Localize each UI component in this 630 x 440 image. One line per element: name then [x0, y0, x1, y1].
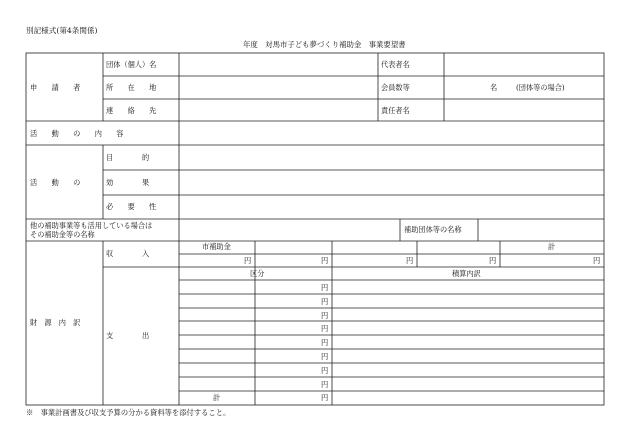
yen-unit: 円	[321, 380, 329, 389]
yen-unit: 円	[321, 311, 329, 320]
address-label: 所 在 地	[106, 83, 157, 92]
category-header: 区分	[250, 269, 265, 278]
activity-content-label: 活 動 の 内 容	[30, 129, 124, 138]
other-subsidy-label-line2: その補助金等の名称	[30, 230, 95, 239]
other-subsidy-label-line1: 他の補助事業等も活用している場合は	[30, 221, 153, 230]
activity-section-label: 活 動 の	[30, 178, 81, 187]
page-title: 年度 対馬市子ども夢づくり補助金 事業要望書	[243, 40, 406, 49]
yen-unit: 円	[321, 338, 329, 347]
effect-label: 効 果	[106, 178, 150, 187]
yen-unit: 円	[321, 393, 329, 402]
city-subsidy-header: 市補助金	[202, 242, 231, 251]
applicant-section-label: 申 請 者	[30, 83, 81, 92]
member-count-label: 会員数等	[381, 83, 410, 92]
yen-unit: 円	[321, 283, 329, 292]
expense-label: 支 出	[106, 331, 150, 340]
yen-unit: 円	[321, 366, 329, 375]
yen-unit: 円	[244, 256, 252, 265]
necessity-label: 必 要 性	[106, 202, 157, 211]
subsidy-org-name-label: 補助団体等の名称	[404, 225, 462, 234]
member-unit: 名	[490, 83, 498, 92]
breakdown-header: 積算内訳	[452, 269, 481, 278]
yen-unit: 円	[593, 256, 601, 265]
yen-unit: 円	[321, 324, 329, 333]
purpose-label: 目 的	[106, 153, 150, 162]
representative-label: 代表者名	[381, 60, 410, 69]
footnote: ※ 事業計画書及び収支予算の分かる資料等を添付すること。	[26, 408, 231, 417]
yen-unit: 円	[321, 256, 329, 265]
expense-total-label: 計	[213, 393, 221, 402]
contact-label: 連 絡 先	[106, 106, 157, 115]
income-total-header: 計	[548, 242, 556, 251]
yen-unit: 円	[489, 256, 497, 265]
form-label: 別記様式(第4条関係)	[26, 26, 98, 35]
yen-unit: 円	[406, 256, 414, 265]
org-name-label: 団体（個人）名	[106, 60, 157, 69]
finance-section-label: 財 源 内 訳	[30, 318, 81, 327]
income-label: 収 入	[106, 249, 150, 258]
member-note: (団体等の場合)	[516, 83, 565, 92]
responsible-label: 責任者名	[381, 106, 410, 115]
yen-unit: 円	[321, 297, 329, 306]
yen-unit: 円	[321, 352, 329, 361]
